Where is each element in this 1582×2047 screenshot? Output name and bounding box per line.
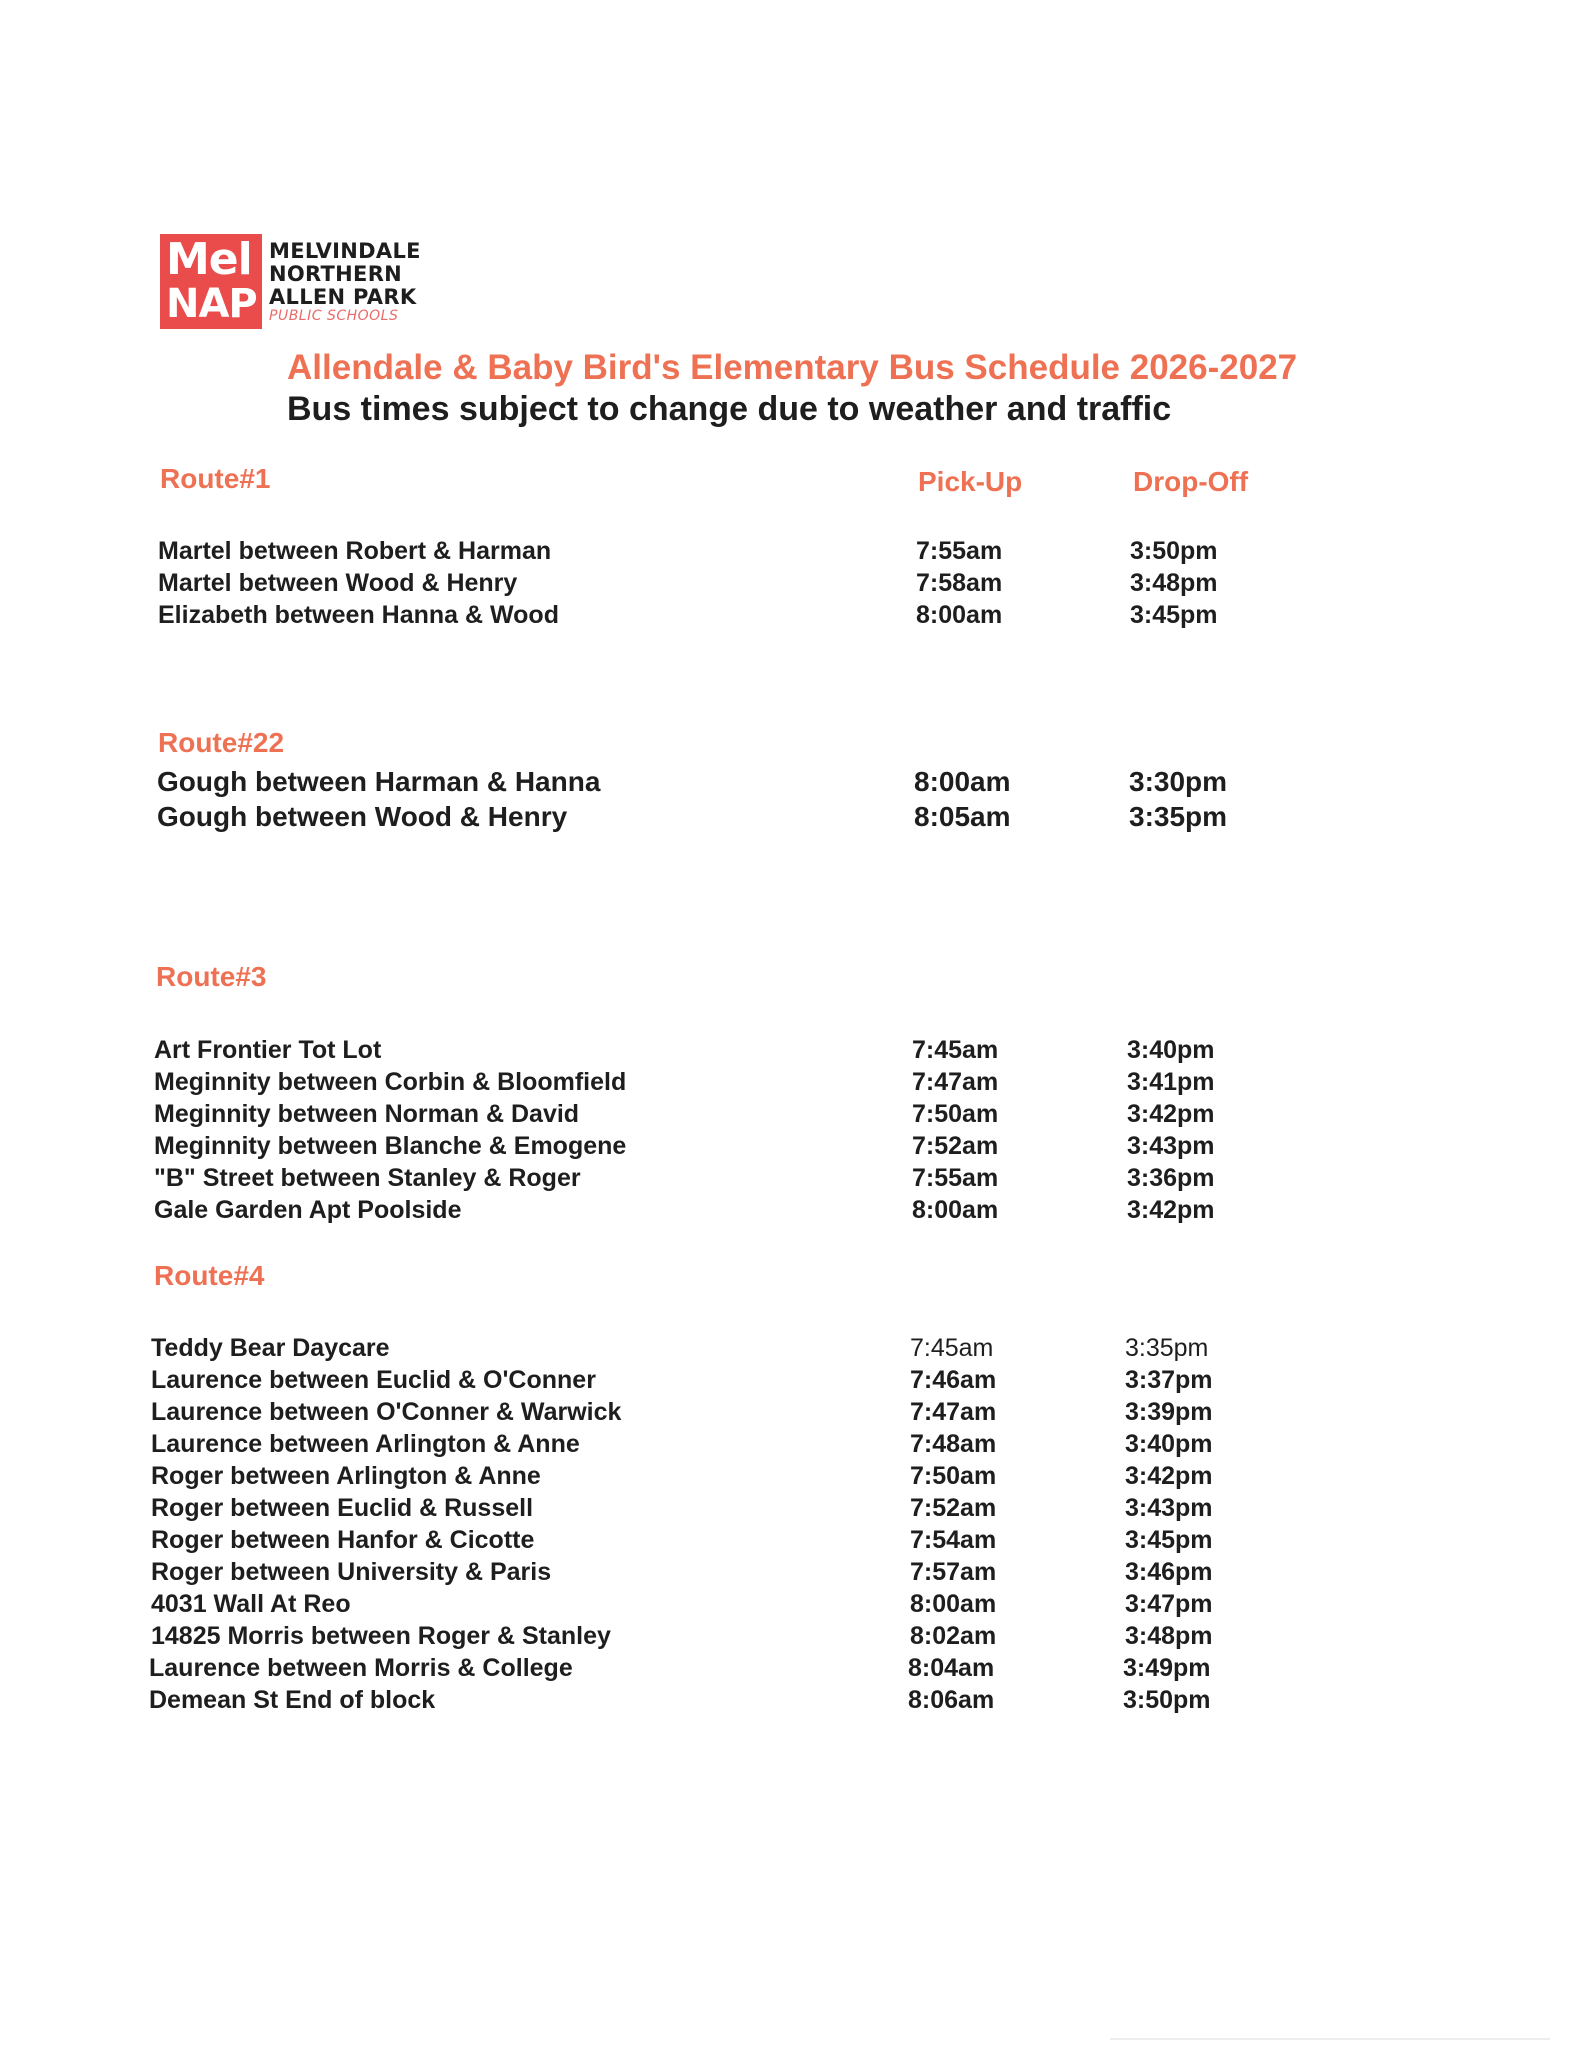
stop-location: Elizabeth between Hanna & Wood	[158, 601, 559, 629]
pickup-time: 7:45am	[910, 1334, 994, 1362]
table-row	[0, 1462, 1582, 1496]
pickup-time: 8:04am	[908, 1654, 995, 1682]
dropoff-time: 3:50pm	[1130, 537, 1218, 565]
logo-mark-bottom: NAP	[166, 281, 257, 327]
page-title: Allendale & Baby Bird's Elementary Bus Schedule 2026-2027	[287, 348, 1298, 387]
table-row	[0, 1334, 1582, 1368]
dropoff-time: 3:49pm	[1123, 1654, 1211, 1682]
stop-location: Roger between Hanfor & Cicotte	[151, 1526, 535, 1554]
stop-location: Gale Garden Apt Poolside	[154, 1196, 462, 1224]
pickup-time: 8:00am	[916, 601, 1003, 629]
logo-sub: PUBLIC SCHOOLS	[269, 308, 399, 324]
table-row	[0, 1398, 1582, 1432]
dropoff-time: 3:35pm	[1129, 801, 1228, 832]
stop-location: Teddy Bear Daycare	[151, 1334, 390, 1362]
table-row	[0, 1622, 1582, 1656]
table-row	[0, 1132, 1582, 1166]
table-row	[0, 1068, 1582, 1102]
logo-line-3: ALLEN PARK	[269, 285, 417, 309]
pickup-time: 8:00am	[914, 766, 1011, 797]
table-row	[0, 1366, 1582, 1400]
pickup-time: 7:48am	[910, 1430, 997, 1458]
stop-location: 14825 Morris between Roger & Stanley	[151, 1622, 611, 1650]
pickup-time: 7:46am	[910, 1366, 997, 1394]
pickup-time: 8:00am	[912, 1196, 999, 1224]
pickup-time: 7:55am	[912, 1164, 999, 1192]
dropoff-time: 3:36pm	[1127, 1164, 1215, 1192]
stop-location: Demean St End of block	[149, 1686, 436, 1714]
pickup-column-header: Pick-Up	[918, 466, 1023, 497]
pickup-time: 7:54am	[910, 1526, 997, 1554]
table-row	[0, 1494, 1582, 1528]
dropoff-time: 3:40pm	[1125, 1430, 1213, 1458]
dropoff-time: 3:35pm	[1125, 1334, 1209, 1362]
dropoff-time: 3:43pm	[1127, 1132, 1215, 1160]
table-row	[0, 1430, 1582, 1464]
stop-location: Martel between Wood & Henry	[158, 569, 518, 597]
stop-location: Gough between Wood & Henry	[157, 801, 568, 832]
pickup-time: 7:55am	[916, 537, 1003, 565]
dropoff-time: 3:48pm	[1130, 569, 1218, 597]
route-22-heading: Route#22	[158, 727, 285, 758]
dropoff-time: 3:42pm	[1125, 1462, 1213, 1490]
pickup-time: 7:45am	[912, 1036, 999, 1064]
table-row	[0, 1590, 1582, 1624]
dropoff-time: 3:43pm	[1125, 1494, 1213, 1522]
pickup-time: 7:52am	[910, 1494, 997, 1522]
table-row	[0, 1100, 1582, 1134]
dropoff-time: 3:42pm	[1127, 1196, 1215, 1224]
stop-location: Laurence between Arlington & Anne	[151, 1430, 580, 1458]
table-row	[0, 801, 1582, 835]
pickup-time: 8:05am	[914, 801, 1011, 832]
stop-location: Meginnity between Norman & David	[154, 1100, 580, 1128]
logo-line-1: MELVINDALE	[269, 239, 421, 263]
pickup-time: 7:47am	[912, 1068, 999, 1096]
stop-location: Laurence between O'Conner & Warwick	[151, 1398, 622, 1426]
dropoff-time: 3:42pm	[1127, 1100, 1215, 1128]
stop-location: Laurence between Morris & College	[149, 1654, 573, 1682]
dropoff-time: 3:30pm	[1129, 766, 1228, 797]
pickup-time: 7:47am	[910, 1398, 997, 1426]
pickup-time: 7:58am	[916, 569, 1003, 597]
pickup-time: 8:06am	[908, 1686, 995, 1714]
logo-mark-top: Mel	[166, 234, 252, 285]
dropoff-time: 3:40pm	[1127, 1036, 1215, 1064]
table-row	[0, 766, 1582, 800]
dropoff-column-header: Drop-Off	[1133, 466, 1249, 497]
stop-location: Gough between Harman & Hanna	[157, 766, 601, 797]
stop-location: Meginnity between Blanche & Emogene	[154, 1132, 627, 1160]
stop-location: 4031 Wall At Reo	[151, 1590, 351, 1618]
route-1-heading: Route#1	[160, 463, 271, 494]
stop-location: Martel between Robert & Harman	[158, 537, 552, 565]
page-subtitle: Bus times subject to change due to weather and traffic	[287, 390, 1172, 428]
table-row	[0, 1654, 1582, 1688]
pickup-time: 7:50am	[910, 1462, 997, 1490]
table-row	[0, 569, 1582, 603]
stop-location: Roger between Euclid & Russell	[151, 1494, 534, 1522]
pickup-time: 7:50am	[912, 1100, 999, 1128]
dropoff-time: 3:39pm	[1125, 1398, 1213, 1426]
table-row	[0, 537, 1582, 571]
table-row	[0, 1164, 1582, 1198]
logo-mark	[160, 234, 262, 329]
dropoff-time: 3:45pm	[1125, 1526, 1213, 1554]
dropoff-time: 3:47pm	[1125, 1590, 1213, 1618]
table-row	[0, 1196, 1582, 1230]
table-row	[0, 1526, 1582, 1560]
dropoff-time: 3:46pm	[1125, 1558, 1213, 1586]
pickup-time: 7:52am	[912, 1132, 999, 1160]
pickup-time: 7:57am	[910, 1558, 997, 1586]
stop-location: Art Frontier Tot Lot	[154, 1036, 382, 1064]
pickup-time: 8:02am	[910, 1622, 997, 1650]
table-row	[0, 1036, 1582, 1070]
dropoff-time: 3:45pm	[1130, 601, 1218, 629]
dropoff-time: 3:50pm	[1123, 1686, 1211, 1714]
district-logo	[160, 234, 460, 334]
scan-edge-line	[1110, 2038, 1550, 2040]
table-row	[0, 1558, 1582, 1592]
logo-wordmark	[269, 240, 421, 324]
dropoff-time: 3:37pm	[1125, 1366, 1213, 1394]
stop-location: Meginnity between Corbin & Bloomfield	[154, 1068, 627, 1096]
stop-location: Laurence between Euclid & O'Conner	[151, 1366, 596, 1394]
dropoff-time: 3:41pm	[1127, 1068, 1215, 1096]
logo-line-2: NORTHERN	[269, 262, 403, 286]
stop-location: "B" Street between Stanley & Roger	[154, 1164, 581, 1192]
route-3-heading: Route#3	[156, 961, 267, 992]
pickup-time: 8:00am	[910, 1590, 997, 1618]
stop-location: Roger between University & Paris	[151, 1558, 552, 1586]
table-row	[0, 1686, 1582, 1720]
stop-location: Roger between Arlington & Anne	[151, 1462, 541, 1490]
route-4-heading: Route#4	[154, 1260, 265, 1291]
table-row	[0, 601, 1582, 635]
dropoff-time: 3:48pm	[1125, 1622, 1213, 1650]
